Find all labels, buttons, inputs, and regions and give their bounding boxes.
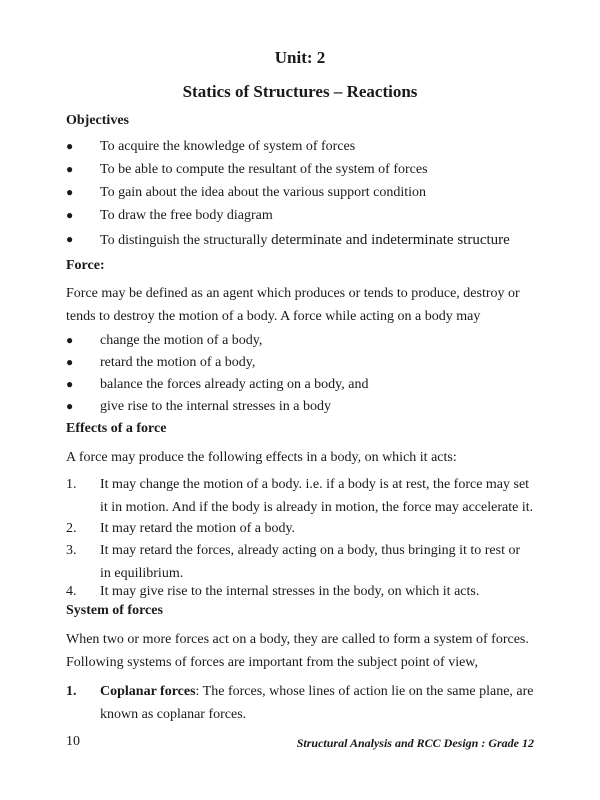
system-intro xyxy=(66,628,546,674)
objective-text-end: determinate and indeterminate structure xyxy=(267,232,510,248)
bullet-icon: ● xyxy=(66,377,74,391)
objectives-heading: Objectives xyxy=(66,113,129,128)
objective-text: To be able to compute the resultant of the system of forces xyxy=(100,162,428,177)
bullet-icon: ● xyxy=(66,355,74,369)
bullet-icon: ● xyxy=(66,185,74,199)
item-number: 1. xyxy=(66,477,77,492)
item-line: in equilibrium. xyxy=(100,566,184,581)
objective-text xyxy=(100,232,510,249)
item-line: It may change the motion of a body. i.e. if a body is at rest, the force may set xyxy=(100,477,530,492)
objective-text: To acquire the knowledge of system of forces xyxy=(100,139,356,154)
item-number: 4. xyxy=(66,584,77,599)
force-effect-text: give rise to the internal stresses in a body xyxy=(100,399,331,414)
coplanar-definition: : The forces, whose lines of action lie on the same plane, are xyxy=(195,684,534,699)
item-line: It may give rise to the internal stresses in the body, on which it acts. xyxy=(100,584,480,599)
unit-title: Unit: 2 xyxy=(274,48,326,67)
bullet-icon: ● xyxy=(66,399,74,413)
item-line: It may retard the forces, already acting on a body, thus bringing it to rest or xyxy=(100,543,521,558)
objective-text-start: To distinguish the structurally xyxy=(100,233,268,248)
page-number: 10 xyxy=(66,734,80,749)
book-title-footer: Structural Analysis and RCC Design : Grade 12 xyxy=(296,736,534,750)
paragraph-line: When two or more forces act on a body, they are called to form a system of forces. xyxy=(66,632,529,647)
item-number: 2. xyxy=(66,521,77,536)
paragraph-line: Following systems of forces are important from the subject point of view, xyxy=(66,655,479,670)
item-line: known as coplanar forces. xyxy=(100,707,247,722)
bullet-icon: ● xyxy=(66,232,74,246)
effects-heading: Effects of a force xyxy=(66,421,167,436)
bullet-icon: ● xyxy=(66,162,74,176)
item-line xyxy=(100,680,540,703)
bullet-icon: ● xyxy=(66,139,74,153)
coplanar-term: Coplanar forces xyxy=(100,684,196,699)
item-number: 1. xyxy=(66,684,77,699)
force-effect-text: retard the motion of a body, xyxy=(100,355,256,370)
item-number: 3. xyxy=(66,543,77,558)
bullet-icon: ● xyxy=(66,333,74,347)
bullet-icon: ● xyxy=(66,208,74,222)
force-effect-text: balance the forces already acting on a body, and xyxy=(100,377,369,392)
objective-text: To gain about the idea about the various support condition xyxy=(100,185,427,200)
item-line: It may retard the motion of a body. xyxy=(100,521,296,536)
system-heading: System of forces xyxy=(66,603,163,618)
item-line: it in motion. And if the body is already in motion, the force may accelerate it. xyxy=(100,500,534,515)
effects-intro: A force may produce the following effects in a body, on which it acts: xyxy=(66,450,457,465)
force-heading: Force: xyxy=(66,258,105,273)
force-definition xyxy=(66,282,536,328)
unit-subtitle: Statics of Structures – Reactions xyxy=(182,82,418,101)
paragraph-line: Force may be defined as an agent which produces or tends to produce, destroy or xyxy=(66,286,520,301)
paragraph-line: tends to destroy the motion of a body. A force while acting on a body may xyxy=(66,309,481,324)
objective-text: To draw the free body diagram xyxy=(100,208,273,223)
force-effect-text: change the motion of a body, xyxy=(100,333,263,348)
